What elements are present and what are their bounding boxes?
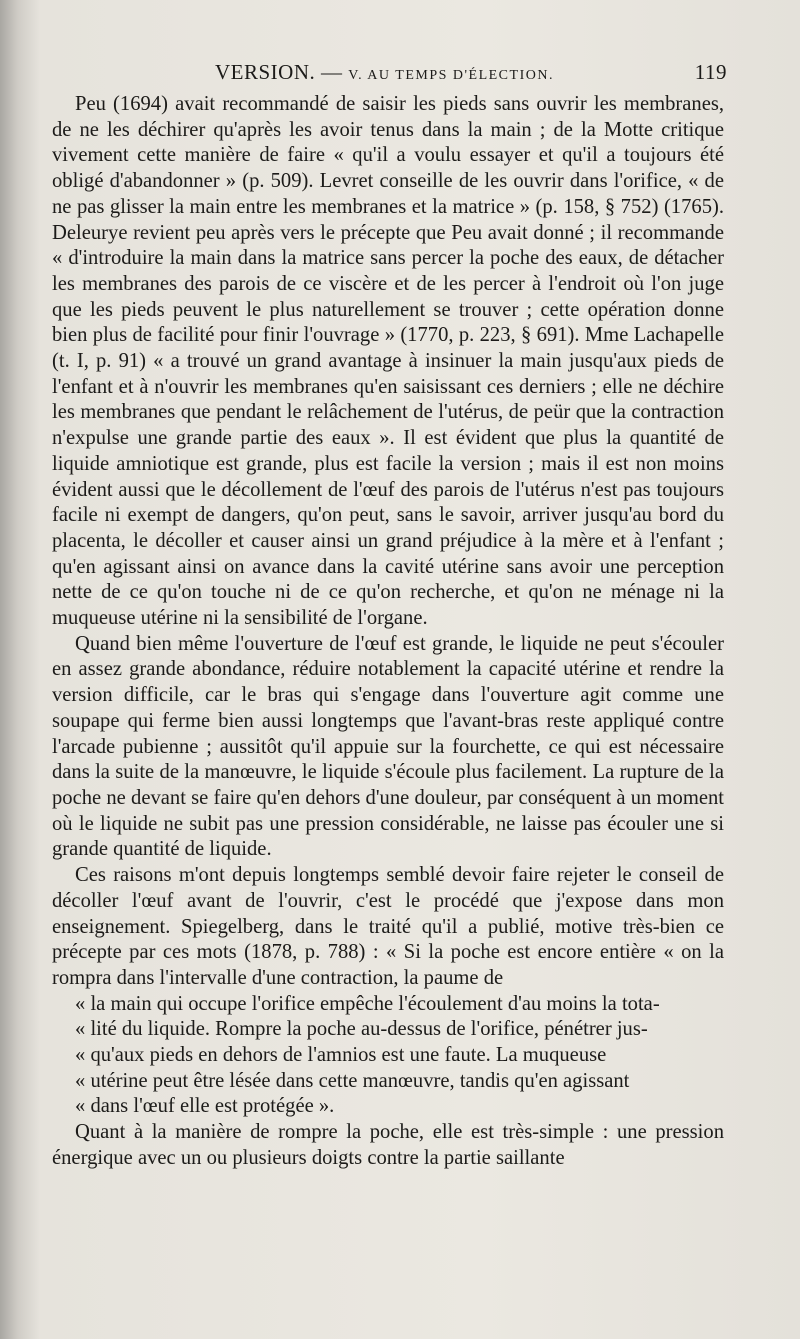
header-title	[215, 60, 554, 85]
quote-line: « dans l'œuf elle est protégée ».	[75, 1095, 335, 1118]
quote-line: « la main qui occupe l'orifice empêche l'écoulement d'au moins la tota-	[75, 992, 660, 1015]
body-text	[52, 92, 724, 1172]
header-subtitle: V. AU TEMPS D'ÉLECTION.	[348, 68, 554, 83]
quote-line: « lité du liquide. Rompre la poche au-dessus de l'orifice, pénétrer jus-	[75, 1018, 648, 1041]
paragraph-2: Quand bien même l'ouverture de l'œuf est grande, le liquide ne peut s'écouler en assez grande abondance, réduire notablement la capacité utérine et rendre la version difficile, car le bras qui s'engage dans l'ouverture agit comme une soupape qui ferme bien aussi longtemps que l'avant-bras reste appliqué contre l'arcade pubienne ; aussitôt qu'il appuie sur la fourchette, ce qui est nécessaire dans la suite de la manœuvre, le liquide s'écoule plus facilement. La rupture de la poche ne devant se faire qu'en dehors d'une douleur, par conséquent à un moment où le liquide ne subit pas une pression considérable, ne laisse pas écouler une si grande quantité de liquide.	[52, 632, 724, 861]
paragraph-4: Quant à la manière de rompre la poche, elle est très-simple : une pression énergique avec un ou plusieurs doigts contre la partie saillante	[52, 1121, 724, 1169]
paragraph-3-lead: Ces raisons m'ont depuis longtemps semblé devoir faire rejeter le conseil de décoller l'œuf avant de l'ouvrir, c'est le procédé que j'expose dans mon enseignement. Spiegelberg, dans le traité qu'il a publié, motive très-bien ce précepte par ces mots (1878, p. 788) : « Si la poche est encore entière « on la rompra dans l'intervalle d'une contraction, la paume de	[52, 864, 724, 989]
running-header	[215, 58, 727, 88]
quoted-passage	[52, 992, 724, 1121]
paragraph-3	[52, 863, 724, 1120]
header-section: VERSION.	[215, 60, 316, 84]
quote-line: « qu'aux pieds en dehors de l'amnios est une faute. La muqueuse	[75, 1044, 607, 1067]
paragraph-1: Peu (1694) avait recommandé de saisir les pieds sans ouvrir les membranes, de ne les déchirer qu'après les avoir tenus dans la main ; de la Motte critique vivement cette manière de faire « qu'il a voulu essayer et qu'il a toujours été obligé d'abandonner » (p. 509). Levret conseille de les ouvrir dans l'orifice, « de ne pas glisser la main entre les membranes et la matrice » (p. 158, § 752) (1765). Deleurye revient peu après vers le précepte que Peu avait donné ; il recommande « d'introduire la main dans la matrice sans percer la poche des eaux, de détacher les membranes des parois de ce viscère et de les percer à l'endroit où l'on juge que les pieds peuvent le plus naturellement se trouver ; cette opération donne bien plus de facilité pour finir l'ouvrage » (1770, p. 223, § 691). Mme Lachapelle (t. I, p. 91) « a trouvé un grand avantage à insinuer la main jusqu'aux pieds de l'enfant et à n'ouvrir les membranes qu'en saisissant ces derniers ; elle ne déchire les membranes que pendant le relâchement de l'utérus, de peür que la contraction n'expulse une grande partie des eaux ». Il est évident que plus la quantité de liquide amniotique est grande, plus est facile la version ; mais il est non moins évident aussi que le décollement de l'œuf des parois de l'utérus n'est pas toujours facile ni exempt de dangers, qu'on peut, sans le savoir, arriver jusqu'au bord du placenta, le décoller et causer ainsi un grand préjudice à la mère et à l'enfant ; qu'en agissant ainsi on avance dans la cavité utérine sans avoir une perception nette de ce qu'on touche ni de ce qu'on recherche, et qu'on ne ménage ni la muqueuse utérine ni la sensibilité de l'organe.	[52, 93, 724, 630]
header-dash: —	[321, 60, 343, 84]
page-number: 119	[694, 60, 727, 84]
quote-line: « utérine peut être lésée dans cette manœuvre, tandis qu'en agissant	[75, 1069, 630, 1092]
